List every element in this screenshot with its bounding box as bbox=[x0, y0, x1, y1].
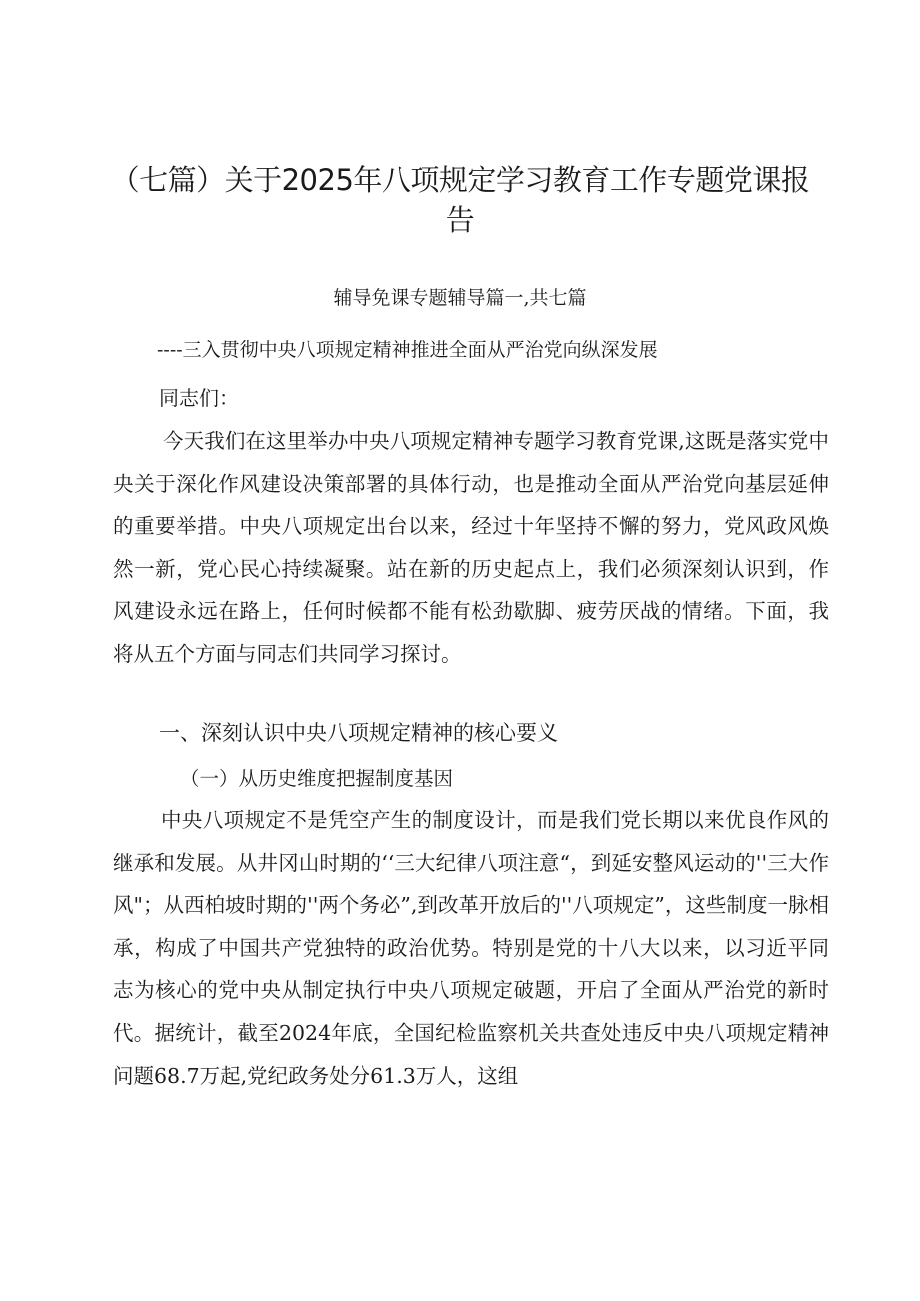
salutation: 同志们： bbox=[159, 386, 239, 410]
section-heading: 一、深刻认识中央八项规定精神的核心要义 bbox=[159, 721, 558, 745]
page-title: （七篇）关于2025年八项规定学习教育工作专题党课报告 bbox=[110, 163, 810, 237]
subtitle: 辅导免课专题辅导篇一,共七篇 bbox=[333, 287, 587, 309]
paragraph-intro: 今天我们在这里举办中央八项规定精神专题学习教育党课,这既是落实党中央关于深化作风建设决策部署的具体行动，也是推动全面从严治党向基层延伸的重要举措。中央八项规定出台以来，经过十年坚持不懈的努力，党风政风焕然一新，党心民心持续凝聚。站在新的历史起点上，我们必须深刻认识到，作风建设永远在路上，任何时候都不能有松劲歇脚、疲劳厌战的情绪。下面，我将从五个方面与同志们共同学习探讨。 bbox=[113, 429, 829, 666]
paragraph-history: 中央八项规定不是凭空产生的制度设计，而是我们党长期以来优良作风的继承和发展。从井冈山时期的‘‘三大纪律八项注意“，到延安整风运动的''三大作风"；从西柏坡时期的''两个务必”,到改革开放后的''八项规定”，这些制度一脉相承，构成了中国共产党独特的政治优势。特别是党的十八大以来，以习近平同志为核心的党中央从制定执行中央八项规定破题，开启了全面从严治党的新时代。据统计，截至2024年底，全国纪检监察机关共查处违反中央八项规定精神问题68.7万起,党纪政务处分61.3万人，这组 bbox=[113, 808, 829, 1088]
subtitle-secondary: ----三入贯彻中央八项规定精神推进全面从严治党向纵深发展 bbox=[157, 339, 658, 361]
subsection-heading: （一）从历史维度把握制度基因 bbox=[180, 767, 454, 790]
